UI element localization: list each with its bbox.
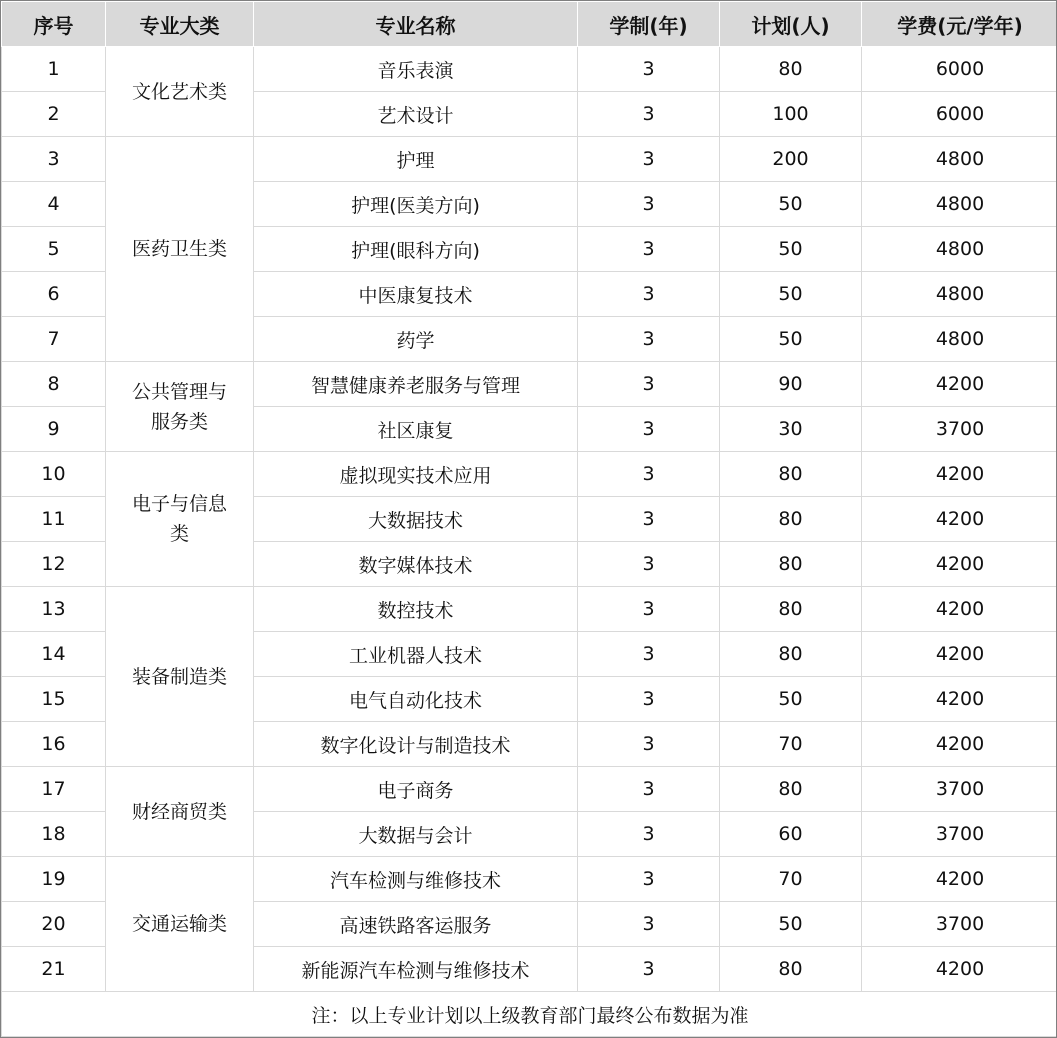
cell-major-name: 电子商务 — [254, 767, 578, 812]
cell-major-name: 社区康复 — [254, 407, 578, 452]
cell-fee: 3700 — [862, 902, 1057, 947]
cell-fee: 6000 — [862, 92, 1057, 137]
header-fee: 学费(元/学年) — [862, 2, 1057, 47]
cell-no: 15 — [2, 677, 106, 722]
cell-fee: 4200 — [862, 497, 1057, 542]
cell-major-name: 电气自动化技术 — [254, 677, 578, 722]
cell-no: 17 — [2, 767, 106, 812]
cell-years: 3 — [578, 632, 720, 677]
cell-no: 16 — [2, 722, 106, 767]
cell-plan: 50 — [720, 182, 862, 227]
header-major-name: 专业名称 — [254, 2, 578, 47]
cell-plan: 90 — [720, 362, 862, 407]
cell-no: 18 — [2, 812, 106, 857]
cell-major-name: 工业机器人技术 — [254, 632, 578, 677]
cell-major-name: 虚拟现实技术应用 — [254, 452, 578, 497]
cell-no: 1 — [2, 47, 106, 92]
cell-major-name: 汽车检测与维修技术 — [254, 857, 578, 902]
cell-fee: 3700 — [862, 812, 1057, 857]
header-plan: 计划(人) — [720, 2, 862, 47]
category-culture-art: 文化艺术类 — [106, 47, 254, 137]
cell-fee: 4200 — [862, 542, 1057, 587]
category-finance-trade: 财经商贸类 — [106, 767, 254, 857]
cell-fee: 4800 — [862, 227, 1057, 272]
cell-major-name: 数字化设计与制造技术 — [254, 722, 578, 767]
cell-years: 3 — [578, 407, 720, 452]
cell-no: 3 — [2, 137, 106, 182]
cell-years: 3 — [578, 92, 720, 137]
cell-fee: 4800 — [862, 317, 1057, 362]
cell-plan: 80 — [720, 587, 862, 632]
cell-years: 3 — [578, 857, 720, 902]
header-category: 专业大类 — [106, 2, 254, 47]
header-row — [2, 2, 1057, 47]
cell-no: 6 — [2, 272, 106, 317]
category-medicine-health: 医药卫生类 — [106, 137, 254, 362]
cell-years: 3 — [578, 902, 720, 947]
cell-major-name: 智慧健康养老服务与管理 — [254, 362, 578, 407]
cell-major-name: 护理(医美方向) — [254, 182, 578, 227]
cell-no: 8 — [2, 362, 106, 407]
cell-no: 10 — [2, 452, 106, 497]
cell-plan: 30 — [720, 407, 862, 452]
cell-plan: 60 — [720, 812, 862, 857]
category-line: 类 — [170, 523, 189, 545]
cell-fee: 4200 — [862, 632, 1057, 677]
cell-years: 3 — [578, 587, 720, 632]
note-row — [2, 992, 1057, 1037]
category-line: 服务类 — [151, 411, 208, 433]
cell-major-name: 大数据技术 — [254, 497, 578, 542]
category-transportation: 交通运输类 — [106, 857, 254, 992]
cell-no: 13 — [2, 587, 106, 632]
table-note: 注：以上专业计划以上级教育部门最终公布数据为准 — [2, 992, 1057, 1037]
header-years: 学制(年) — [578, 2, 720, 47]
cell-years: 3 — [578, 812, 720, 857]
cell-fee: 4800 — [862, 137, 1057, 182]
cell-no: 11 — [2, 497, 106, 542]
cell-years: 3 — [578, 452, 720, 497]
cell-no: 14 — [2, 632, 106, 677]
cell-years: 3 — [578, 47, 720, 92]
cell-fee: 4200 — [862, 677, 1057, 722]
cell-no: 19 — [2, 857, 106, 902]
cell-no: 5 — [2, 227, 106, 272]
category-line: 电子与信息 — [132, 493, 227, 515]
cell-no: 9 — [2, 407, 106, 452]
cell-major-name: 大数据与会计 — [254, 812, 578, 857]
category-electronics-info — [106, 452, 254, 587]
cell-years: 3 — [578, 272, 720, 317]
cell-no: 7 — [2, 317, 106, 362]
cell-years: 3 — [578, 542, 720, 587]
cell-plan: 50 — [720, 317, 862, 362]
cell-no: 12 — [2, 542, 106, 587]
cell-plan: 50 — [720, 272, 862, 317]
cell-years: 3 — [578, 947, 720, 992]
table-row — [2, 767, 1057, 812]
cell-years: 3 — [578, 227, 720, 272]
header-no: 序号 — [2, 2, 106, 47]
category-public-management — [106, 362, 254, 452]
table-row — [2, 362, 1057, 407]
cell-plan: 200 — [720, 137, 862, 182]
cell-fee: 4200 — [862, 722, 1057, 767]
cell-plan: 70 — [720, 722, 862, 767]
cell-plan: 80 — [720, 947, 862, 992]
cell-major-name: 数字媒体技术 — [254, 542, 578, 587]
table-row — [2, 47, 1057, 92]
cell-major-name: 音乐表演 — [254, 47, 578, 92]
cell-plan: 50 — [720, 902, 862, 947]
cell-years: 3 — [578, 767, 720, 812]
cell-plan: 80 — [720, 497, 862, 542]
cell-plan: 80 — [720, 767, 862, 812]
cell-major-name: 药学 — [254, 317, 578, 362]
cell-plan: 80 — [720, 632, 862, 677]
table-row — [2, 452, 1057, 497]
cell-fee: 4200 — [862, 452, 1057, 497]
cell-plan: 70 — [720, 857, 862, 902]
table-row — [2, 587, 1057, 632]
cell-plan: 50 — [720, 227, 862, 272]
category-line: 公共管理与 — [132, 381, 227, 403]
cell-years: 3 — [578, 722, 720, 767]
cell-years: 3 — [578, 362, 720, 407]
cell-years: 3 — [578, 182, 720, 227]
table-row — [2, 137, 1057, 182]
cell-years: 3 — [578, 317, 720, 362]
category-equipment-manufacturing: 装备制造类 — [106, 587, 254, 767]
cell-years: 3 — [578, 677, 720, 722]
cell-fee: 6000 — [862, 47, 1057, 92]
cell-no: 4 — [2, 182, 106, 227]
cell-plan: 80 — [720, 542, 862, 587]
table-row — [2, 857, 1057, 902]
cell-major-name: 护理 — [254, 137, 578, 182]
cell-fee: 4200 — [862, 362, 1057, 407]
cell-fee: 3700 — [862, 407, 1057, 452]
cell-fee: 4200 — [862, 587, 1057, 632]
cell-years: 3 — [578, 497, 720, 542]
cell-plan: 100 — [720, 92, 862, 137]
cell-plan: 80 — [720, 47, 862, 92]
cell-fee: 4800 — [862, 182, 1057, 227]
cell-plan: 80 — [720, 452, 862, 497]
cell-fee: 4800 — [862, 272, 1057, 317]
admission-plan-table — [1, 1, 1057, 1037]
cell-major-name: 中医康复技术 — [254, 272, 578, 317]
cell-major-name: 新能源汽车检测与维修技术 — [254, 947, 578, 992]
cell-fee: 4200 — [862, 857, 1057, 902]
cell-no: 20 — [2, 902, 106, 947]
cell-fee: 4200 — [862, 947, 1057, 992]
cell-fee: 3700 — [862, 767, 1057, 812]
cell-major-name: 高速铁路客运服务 — [254, 902, 578, 947]
cell-major-name: 数控技术 — [254, 587, 578, 632]
cell-no: 21 — [2, 947, 106, 992]
cell-no: 2 — [2, 92, 106, 137]
cell-major-name: 护理(眼科方向) — [254, 227, 578, 272]
cell-years: 3 — [578, 137, 720, 182]
cell-major-name: 艺术设计 — [254, 92, 578, 137]
cell-plan: 50 — [720, 677, 862, 722]
